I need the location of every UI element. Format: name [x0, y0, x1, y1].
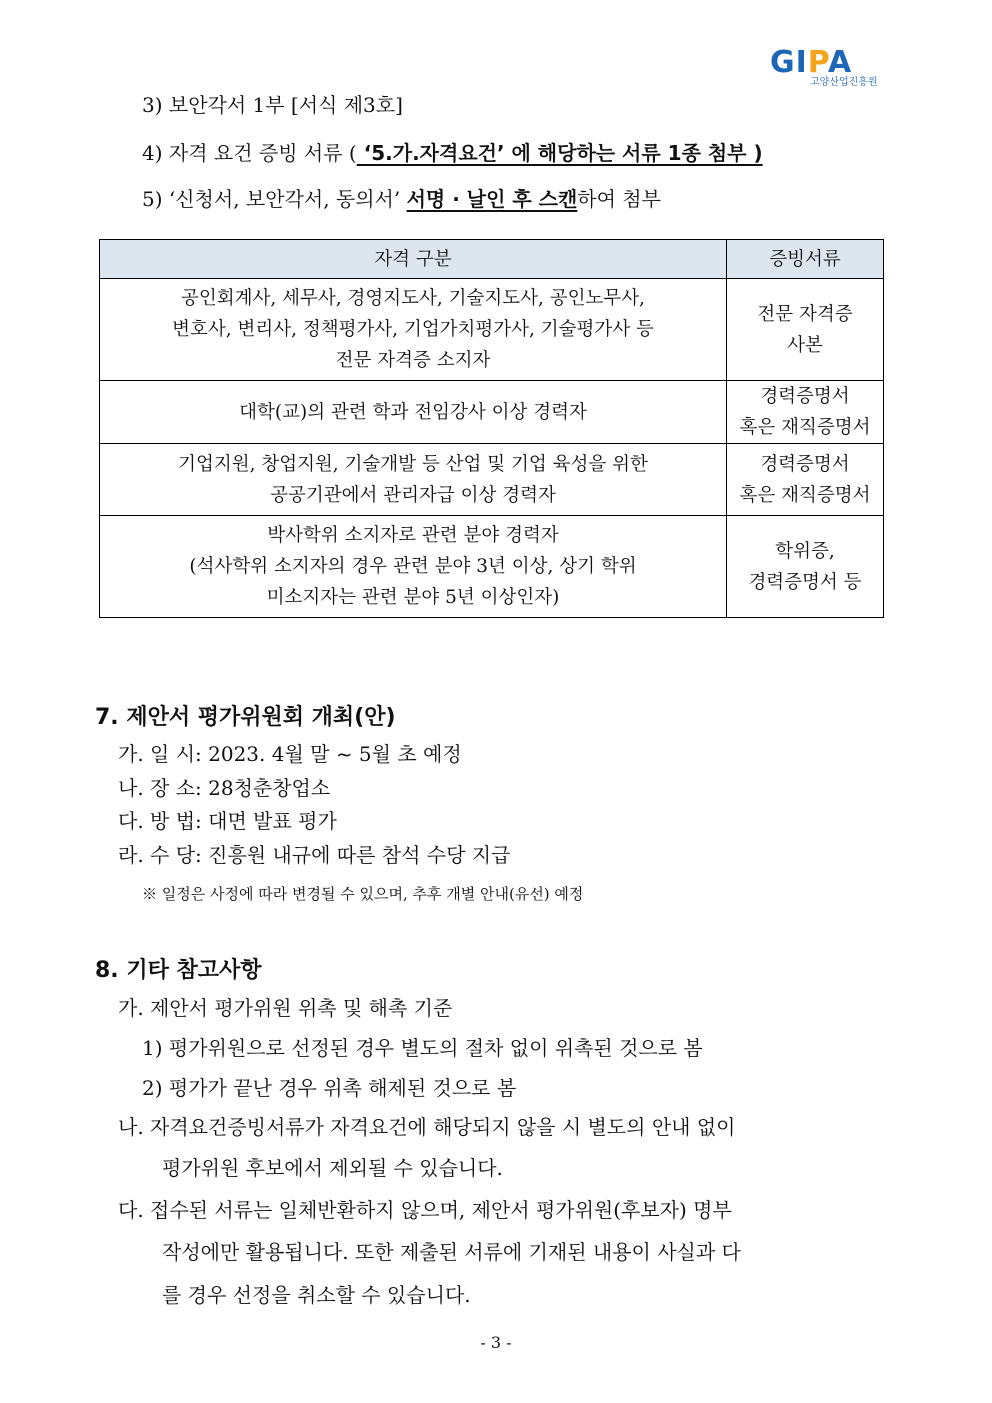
proof-line: 전문 자격증 [757, 303, 853, 325]
qualification-cell [100, 444, 727, 516]
section-8-item-da-line-3: 를 경우 선정을 취소할 수 있습니다. [162, 1283, 471, 1307]
submission-item-5 [142, 186, 661, 212]
submission-item-3 [142, 92, 403, 118]
section-8-item-da-line-2: 작성에만 활용됩니다. 또한 제출된 서류에 기재된 내용이 사실과 다 [162, 1240, 741, 1264]
proof-line: 경력증명서 [760, 386, 850, 407]
qualification-line: 박사학위 소지자로 관련 분야 경력자 [267, 525, 559, 546]
qualification-cell [100, 381, 727, 444]
section-8-item-na-line-1: 나. 자격요건증빙서류가 자격요건에 해당되지 않을 시 별도의 안내 없이 [118, 1115, 736, 1139]
section-7-item-venue: 나. 장 소: 28청춘창업소 [118, 776, 331, 800]
table-row [100, 381, 884, 444]
submission-item-3-text: 3) 보안각서 1부 [서식 제3호] [142, 93, 403, 117]
section-8-sub-item-1: 1) 평가위원으로 선정된 경우 별도의 절차 없이 위촉된 것으로 봄 [142, 1036, 703, 1060]
logo-letters-end: A [828, 45, 853, 80]
section-7-item-schedule: 가. 일 시: 2023. 4월 말 ~ 5월 초 예정 [118, 742, 462, 766]
logo-letters-main: GI [770, 45, 808, 80]
submission-item-5-emphasis: 서명 · 날인 후 스캔 [406, 187, 578, 211]
qualification-line: 공공기관에서 관리자급 이상 경력자 [270, 484, 556, 506]
header-proof: 증빙서류 [727, 240, 884, 279]
proof-cell [727, 279, 884, 381]
proof-cell [727, 516, 884, 618]
qualification-line: 대학(교)의 관련 학과 전임강사 이상 경력자 [239, 401, 587, 423]
proof-line: 혹은 재직증명서 [739, 484, 871, 506]
table-row [100, 516, 884, 618]
logo-org-name: 고양산업진흥원 [810, 77, 878, 88]
page-number: - 3 - [480, 1333, 512, 1352]
qualification-line: 공인회계사, 세무사, 경영지도사, 기술지도사, 공인노무사, [181, 288, 645, 309]
proof-line: 혹은 재직증명서 [739, 417, 871, 438]
gipa-logo [770, 45, 900, 92]
qualification-line: 변호사, 변리사, 정책평가사, 기업가치평가사, 기술평가사 등 [172, 319, 654, 340]
qualification-cell [100, 279, 727, 381]
section-8-item-na-line-2: 평가위원 후보에서 제외될 수 있습니다. [162, 1156, 503, 1180]
section-8-item-ga: 가. 제안서 평가위원 위촉 및 해촉 기준 [118, 996, 453, 1020]
proof-line: 학위증, [775, 540, 835, 562]
proof-line: 경력증명서 등 [748, 571, 862, 593]
table-header-row [100, 240, 884, 279]
logo-letters-accent: P [807, 45, 829, 80]
table-row [100, 444, 884, 516]
submission-item-5-text: 5) ‘신청서, 보안각서, 동의서’ [142, 187, 407, 211]
section-7-note: ※ 일정은 사정에 따라 변경될 수 있으며, 추후 개별 안내(유선) 예정 [142, 885, 584, 903]
section-7-item-allowance: 라. 수 당: 진흥원 내규에 따른 참석 수당 지급 [118, 843, 511, 867]
qualification-cell [100, 516, 727, 618]
qualification-line: 미소지자는 관련 분야 5년 이상인자) [266, 587, 560, 608]
qualification-table [99, 239, 884, 618]
submission-item-5-suffix: 하여 첨부 [577, 187, 661, 211]
proof-line: 사본 [787, 334, 823, 356]
qualification-line: 기업지원, 창업지원, 기술개발 등 산업 및 기업 육성을 위한 [178, 453, 648, 475]
submission-item-4-emphasis: ‘5.가.자격요건’ 에 해당하는 서류 1종 첨부 ) [356, 141, 763, 165]
qualification-line: (석사학위 소지자의 경우 관련 분야 3년 이상, 상기 학위 [189, 556, 637, 577]
proof-cell [727, 444, 884, 516]
proof-cell [727, 381, 884, 444]
section-8-item-da-line-1: 다. 접수된 서류는 일체반환하지 않으며, 제안서 평가위원(후보자) 명부 [118, 1198, 732, 1222]
submission-item-4 [142, 140, 763, 166]
section-7-item-method: 다. 방 법: 대면 발표 평가 [118, 809, 337, 833]
qualification-line: 전문 자격증 소지자 [335, 350, 491, 371]
section-8-sub-item-2: 2) 평가가 끝난 경우 위촉 해제된 것으로 봄 [142, 1076, 517, 1100]
submission-item-4-text: 4) 자격 요건 증빙 서류 ( [142, 141, 357, 165]
header-qualification: 자격 구분 [100, 240, 727, 279]
table-row [100, 279, 884, 381]
section-7-title: 7. 제안서 평가위원회 개최(안) [95, 705, 396, 730]
section-8-title: 8. 기타 참고사항 [95, 958, 262, 983]
proof-line: 경력증명서 [760, 453, 850, 475]
